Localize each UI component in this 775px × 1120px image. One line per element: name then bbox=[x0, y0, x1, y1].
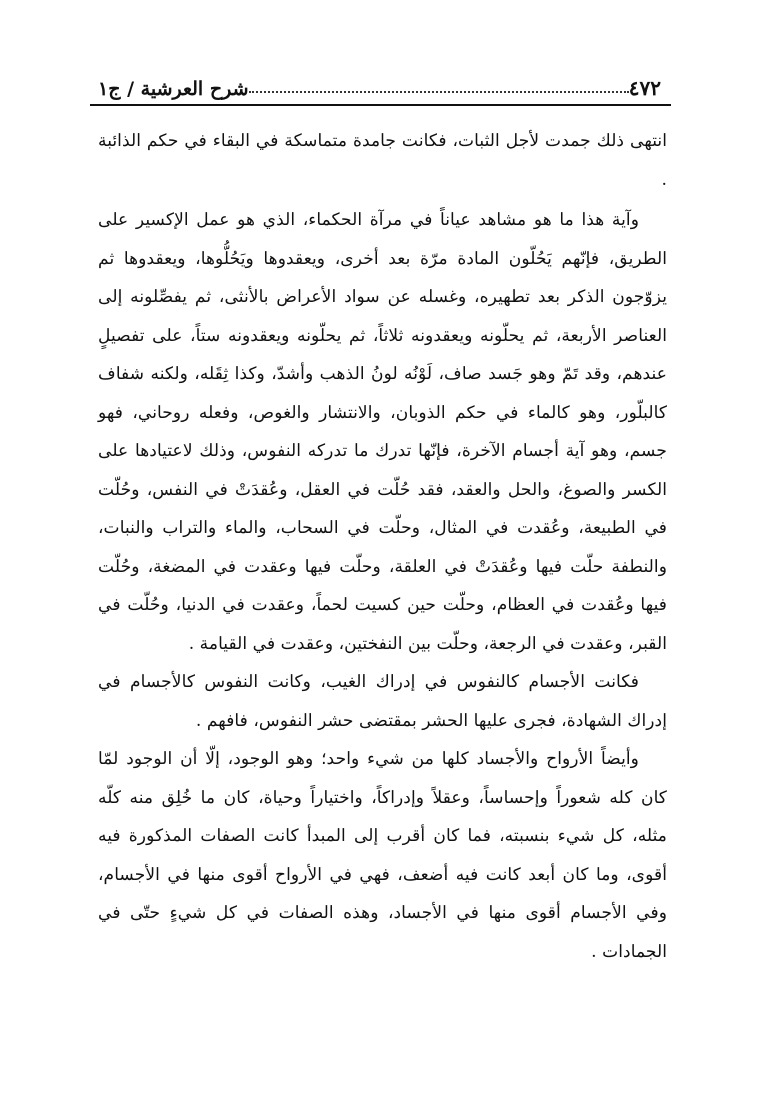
paragraph-continuation: انتهى ذلك جمدت لأجل الثبات، فكانت جامدة متماسكة في البقاء في حكم الذائبة . bbox=[98, 131, 667, 190]
page-number: ٤٧٢ bbox=[628, 76, 661, 100]
header-rule bbox=[90, 104, 671, 106]
main-text bbox=[98, 122, 667, 971]
running-header bbox=[92, 68, 667, 100]
header-dot-leader bbox=[249, 91, 629, 93]
paragraph: وآية هذا ما هو مشاهد عياناً في مرآة الحكماء، الذي هو عمل الإكسير على الطريق، فإنّهم يَحُلّون المادة مرّة بعد أخرى، ويعقدوها ويَحُلُّوها، ويعقدوها ثم يزوّجون الذكر بعد تطهيره، وغسله عن سواد الأعراض بالأنثى، ثم يفصِّلونه إلى العناصر الأربعة، ثم يحلّونه ويعقدونه ثلاثاً، ثم يحلّونه ويعقدونه ستاً، على تفصيلٍ عندهم، وقد تَمّ وهو جَسد صاف، لَوْنُه لونُ الذهب وأشدّ، وكذا ثِقَله، ولكنه شفاف كالبلّور، وهو كالماء في حكم الذوبان، والانتشار والغوص، وفعله روحاني، فهو جسم، وهو آية أجسام الآخرة، فإنّها تدرك ما تدركه النفوس، وذلك لاعتيادها على الكسر والصوغ، والحل والعقد، فقد حُلّت في العقل، وعُقدَتْ في النفس، وحُلّت في الطبيعة، وعُقدت في المثال، وحلّت في السحاب، والماء والتراب والنبات، والنطفة حلّت فيها وعُقدَتْ في العلقة، وحلّت فيها وعقدت في المضغة، وحُلّت فيها وعُقدت في العظام، وحلّت حين كسيت لحماً، وعقدت في الدنيا، وحُلّت في القبر، وعقدت في الرجعة، وحلّت بين النفختين، وعقدت في القيامة . bbox=[98, 210, 667, 654]
running-title: شرح العرشية / ج١ bbox=[98, 78, 249, 100]
paragraph: وأيضاً الأرواح والأجساد كلها من شيء واحد؛ وهو الوجود، إلّا أن الوجود لمّا كان كله شعوراً وإحساساً، وعقلاً وإدراكاً، واختياراً وحياة، كان ما خُلِق منه كلّه مثله، كل شيء بنسبته، فما كان أقرب إلى المبدأ كانت الصفات المذكورة فيه أقوى، وما كان أبعد كانت فيه أضعف، فهي في الأرواح أقوى منها في الأجسام، وفي الأجسام أقوى منها في الأجساد، وهذه الصفات في كل شيءٍ حتّى في الجمادات . bbox=[98, 749, 667, 962]
paragraph: فكانت الأجسام كالنفوس في إدراك الغيب، وكانت النفوس كالأجسام في إدراك الشهادة، فجرى عليها الحشر بمقتضى حشر النفوس، فافهم . bbox=[98, 672, 667, 731]
